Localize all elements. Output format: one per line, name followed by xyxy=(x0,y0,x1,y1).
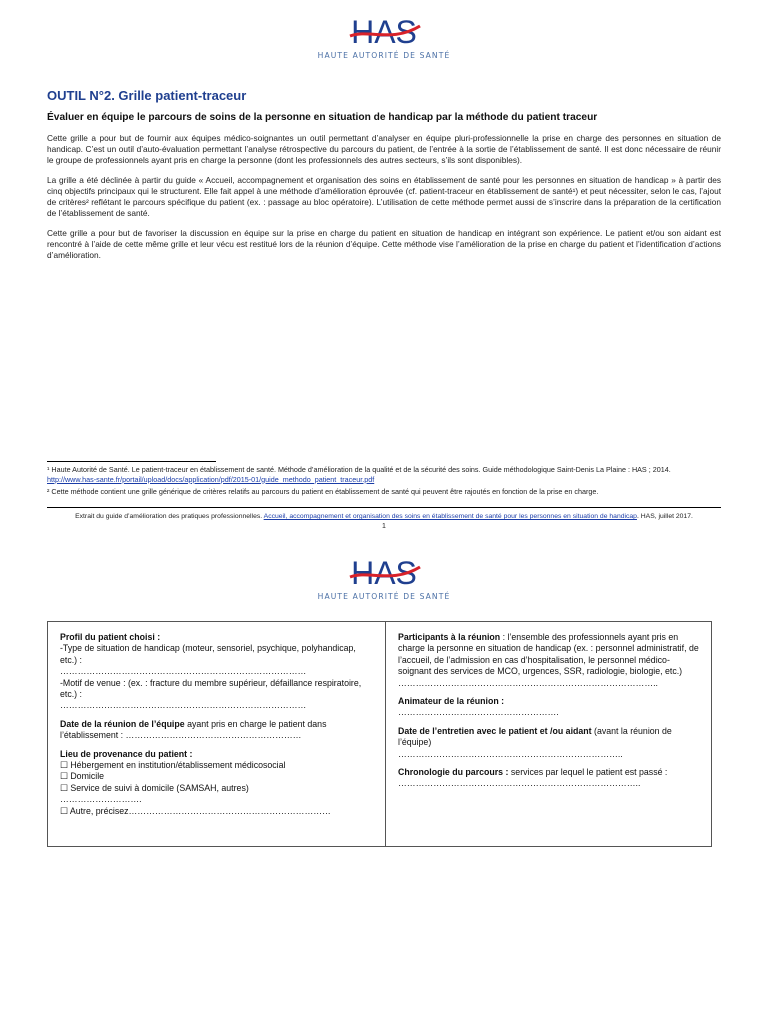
intro-paragraph-1: Cette grille a pour but de fournir aux équipes médico-soignantes un outil permettant d’analyser en équipe pluri-professionnelle la prise en charge des personnes en situation de handicap. C’est un outil d’auto-évaluation permettant l’analyse rétrospective du parcours du patient, de l’entrée à la sortie de l’établissement de santé. Il est donc nécessaire de réunir le groupe de professionnels ayant pris en charge la personne (dont les professionnels des autres secteurs, s’ils sont disponibles). xyxy=(47,133,721,165)
provenance-samsah-dots[interactable]: ………………………. xyxy=(60,794,142,805)
participants-label: Participants à la réunion xyxy=(398,632,501,642)
page-footer xyxy=(47,513,721,520)
page-subtitle: Évaluer en équipe le parcours de soins de la personne en situation de handicap par la méthode du patient traceur xyxy=(47,112,598,123)
provenance-option-other[interactable]: ☐ Autre, précisez…………………………………………………………… xyxy=(60,805,331,816)
has-logo-mark-page2 xyxy=(344,555,424,591)
footnote-1-text: ¹ Haute Autorité de Santé. Le patient-traceur en établissement de santé. Méthode d’amélioration de la qualité et de la sécurité des soins. Guide méthodologique Saint-Denis La Plaine : HAS ; 2014. xyxy=(47,465,671,474)
team-meeting-date-block xyxy=(60,719,373,742)
footer-guide-link[interactable]: Accueil, accompagnement et organisation des soins en établissement de santé pour les personnes en situation de handicap xyxy=(263,513,637,520)
patient-profile-block xyxy=(60,632,373,712)
interview-date-label: Date de l’entretien avec le patient et /ou aidant xyxy=(398,725,592,736)
patient-profile-label: Profil du patient choisi : xyxy=(60,632,161,642)
has-logo-page2 xyxy=(0,555,768,601)
has-logo-mark xyxy=(344,14,424,50)
svg-text:HAS: HAS xyxy=(351,14,417,50)
page-title: OUTIL N°2. Grille patient-traceur xyxy=(47,88,247,103)
has-logo-subtitle-page2: HAUTE AUTORITÉ DE SANTÉ xyxy=(317,592,451,601)
footnote-1-link[interactable]: http://www.has-sante.fr/portail/upload/docs/application/pdf/2015-01/guide_methodo_patient_traceur.pdf xyxy=(47,474,375,484)
page-number: 1 xyxy=(382,523,386,530)
intro-paragraph-2: La grille a été déclinée à partir du guide « Accueil, accompagnement et organisation des soins en établissement de santé pour les personnes en situation de handicap » à partir des cinq objectifs principaux qui le structurent. Elle fait appel à une méthode d’amélioration éprouvée (cf. patient-traceur en établissement de santé¹) et peut nécessiter, selon le cas, l’ajout de critères² reflétant le parcours spécifique du patient (ex. : passage au bloc opératoire). L’utilisation de cette méthode permet aussi de s’inscrire dans la préparation de la certification de l’établissement de santé. xyxy=(47,175,721,218)
footnote-1 xyxy=(47,465,721,484)
handicap-type-dots[interactable]: ………………………………………………………………………… xyxy=(60,666,307,677)
team-meeting-date-text[interactable]: ayant pris en charge le patient dans l’établissement : …………………………………………………… xyxy=(60,718,327,741)
provenance-block xyxy=(60,749,373,817)
footnote-separator xyxy=(47,461,216,462)
provenance-label: Lieu de provenance du patient : xyxy=(60,748,193,759)
provenance-option-institution[interactable]: ☐ Hébergement en institution/établissement médicosocial xyxy=(60,760,286,771)
participants-text: : l’ensemble des professionnels ayant pris en charge la personne en situation de handicap (ex. : personnel administratif, de l’accueil, de l’admission en cas d’hospitalisation, le personnel médico-soignant des services de MCO, urgences, SSR, radiologie, biologie, etc.) xyxy=(398,632,699,677)
interview-date-block xyxy=(398,726,699,760)
interview-date-text: (avant la réunion de l’équipe) xyxy=(398,725,672,748)
grid-left-column xyxy=(48,622,386,846)
has-logo-subtitle: HAUTE AUTORITÉ DE SANTÉ xyxy=(317,51,451,60)
facilitator-block xyxy=(398,696,699,719)
visit-reason-field: -Motif de venue : (ex. : fracture du membre supérieur, défaillance respiratoire, etc.) : xyxy=(60,677,362,700)
grid-right-column xyxy=(386,622,711,846)
care-path-block xyxy=(398,767,699,790)
care-path-text: services par lequel le patient est passé : xyxy=(508,767,668,778)
intro-paragraph-3: Cette grille a pour but de favoriser la discussion en équipe sur la prise en charge du patient en situation de handicap en intégrant son expérience. Le patient et/ou son aidant est rencontré à l’aide de cette même grille et leur vécu est restitué lors de la réunion d’équipe. Cette méthode vise l’amélioration de la prise en charge du patient et l’identification d’actions d’amélioration. xyxy=(47,228,721,260)
patient-tracer-grid xyxy=(47,621,712,847)
svg-text:HAS: HAS xyxy=(351,555,417,591)
care-path-dots[interactable]: ……………………………………………………………………….. xyxy=(398,778,641,789)
has-logo xyxy=(0,14,768,60)
provenance-option-samsah[interactable]: ☐ Service de suivi à domicile (SAMSAH, autres) xyxy=(60,782,249,793)
visit-reason-dots[interactable]: ………………………………………………………………………… xyxy=(60,700,307,711)
participants-block xyxy=(398,632,699,689)
footer-prefix: Extrait du guide d’amélioration des pratiques professionnelles. xyxy=(75,513,264,520)
footer-suffix: . HAS, juillet 2017. xyxy=(636,513,693,520)
provenance-option-domicile[interactable]: ☐ Domicile xyxy=(60,771,105,782)
facilitator-label: Animateur de la réunion : xyxy=(398,696,505,707)
team-meeting-date-label: Date de la réunion de l’équipe xyxy=(60,718,185,729)
handicap-type-field: -Type de situation de handicap (moteur, sensoriel, psychique, polyhandicap, etc.) : xyxy=(60,643,356,665)
facilitator-dots[interactable]: ………………………………………………. xyxy=(398,707,559,718)
participants-dots[interactable]: …………………………………………………………………………….. xyxy=(398,677,658,688)
care-path-label: Chronologie du parcours : xyxy=(398,767,509,778)
footer-separator xyxy=(47,507,721,508)
interview-date-dots[interactable]: ………………………………………………………………….. xyxy=(398,748,623,759)
footnote-2: ² Cette méthode contient une grille générique de critères relatifs au parcours du patient en établissement de santé qui peuvent être rajoutés en fonction de la prise en charge. xyxy=(47,487,599,496)
